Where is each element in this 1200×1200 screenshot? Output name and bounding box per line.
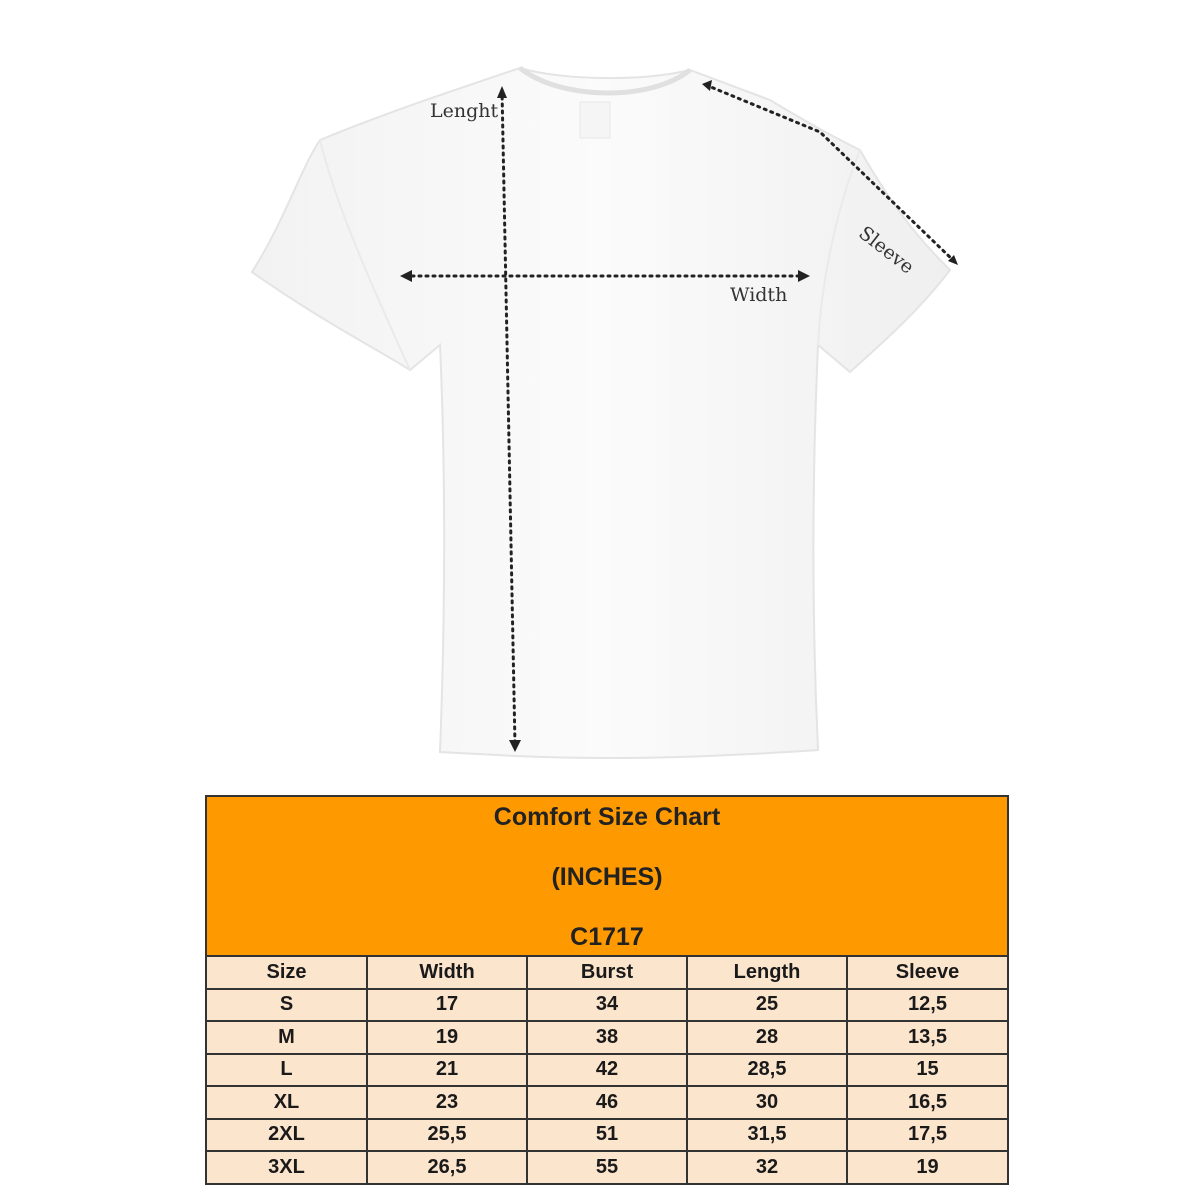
- cell-width: 25,5: [367, 1119, 527, 1152]
- cell-size: S: [207, 989, 367, 1022]
- table-row: [207, 1086, 1007, 1119]
- cell-length: 30: [687, 1086, 847, 1119]
- tshirt-tag: [580, 102, 610, 138]
- cell-burst: 55: [527, 1151, 687, 1183]
- cell-burst: 34: [527, 989, 687, 1022]
- cell-width: 23: [367, 1086, 527, 1119]
- cell-burst: 46: [527, 1086, 687, 1119]
- sleeve-label: Sleeve: [854, 222, 919, 279]
- cell-size: L: [207, 1054, 367, 1087]
- size-chart-header: [207, 797, 1007, 957]
- cell-sleeve: 17,5: [847, 1119, 1007, 1152]
- size-table: [207, 957, 1007, 1183]
- cell-width: 26,5: [367, 1151, 527, 1183]
- cell-sleeve: 12,5: [847, 989, 1007, 1022]
- header-width: Width: [367, 957, 527, 989]
- cell-width: 21: [367, 1054, 527, 1087]
- cell-size: XL: [207, 1086, 367, 1119]
- cell-length: 31,5: [687, 1119, 847, 1152]
- cell-length: 32: [687, 1151, 847, 1183]
- size-chart: [205, 795, 1009, 1185]
- cell-size: M: [207, 1021, 367, 1054]
- chart-product-code: C1717: [570, 923, 644, 951]
- table-row: [207, 1021, 1007, 1054]
- cell-width: 19: [367, 1021, 527, 1054]
- table-row: [207, 1054, 1007, 1087]
- table-header-row: [207, 957, 1007, 989]
- table-row: [207, 989, 1007, 1022]
- header-size: Size: [207, 957, 367, 989]
- cell-sleeve: 16,5: [847, 1086, 1007, 1119]
- width-label: Width: [730, 284, 788, 306]
- tshirt-shape: [252, 68, 950, 758]
- cell-size: 3XL: [207, 1151, 367, 1183]
- table-row: [207, 1151, 1007, 1183]
- cell-length: 25: [687, 989, 847, 1022]
- chart-unit: (INCHES): [551, 863, 663, 891]
- header-sleeve: Sleeve: [847, 957, 1007, 989]
- cell-length: 28: [687, 1021, 847, 1054]
- header-burst: Burst: [527, 957, 687, 989]
- length-label: Lenght: [430, 100, 499, 122]
- cell-sleeve: 19: [847, 1151, 1007, 1183]
- cell-sleeve: 13,5: [847, 1021, 1007, 1054]
- cell-sleeve: 15: [847, 1054, 1007, 1087]
- header-length: Length: [687, 957, 847, 989]
- cell-burst: 42: [527, 1054, 687, 1087]
- cell-size: 2XL: [207, 1119, 367, 1152]
- cell-length: 28,5: [687, 1054, 847, 1087]
- chart-title: Comfort Size Chart: [493, 803, 721, 831]
- table-row: [207, 1119, 1007, 1152]
- cell-burst: 51: [527, 1119, 687, 1152]
- cell-burst: 38: [527, 1021, 687, 1054]
- cell-width: 17: [367, 989, 527, 1022]
